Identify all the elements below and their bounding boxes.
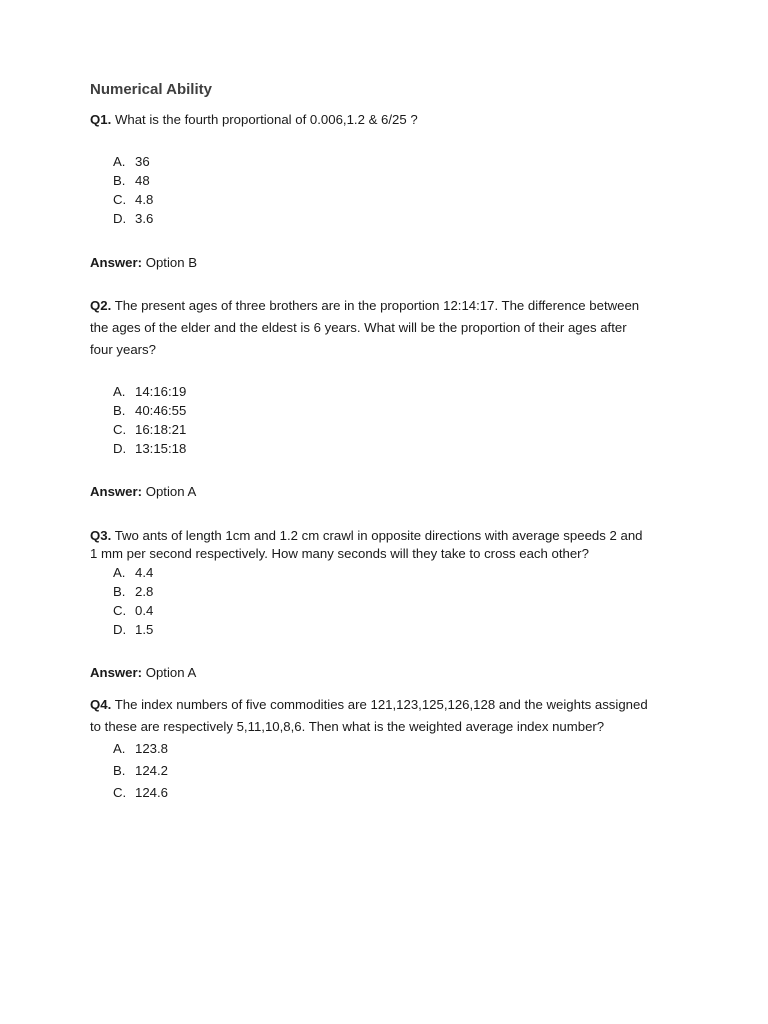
question-2-line-1 bbox=[90, 297, 639, 315]
answer-label: Answer: bbox=[90, 255, 143, 270]
option-letter: A. bbox=[113, 565, 126, 580]
option-text: 4.8 bbox=[135, 192, 154, 207]
option-letter: C. bbox=[113, 785, 127, 800]
option-text: 36 bbox=[135, 154, 150, 169]
option-letter: D. bbox=[113, 622, 127, 637]
option-letter: C. bbox=[113, 422, 127, 437]
option-text: 1.5 bbox=[135, 622, 154, 637]
question-1-line-1 bbox=[90, 111, 418, 129]
question-3-option-d bbox=[113, 621, 153, 639]
question-2-line-2: the ages of the elder and the eldest is 6 years. What will be the proportion of their ages after bbox=[90, 320, 627, 335]
option-letter: B. bbox=[113, 403, 126, 418]
question-3-line-1 bbox=[90, 527, 643, 545]
page-title: Numerical Ability bbox=[90, 81, 212, 98]
question-1-text: What is the fourth proportional of 0.006,1.2 & 6/25 ? bbox=[114, 112, 418, 127]
question-3-text: Two ants of length 1cm and 1.2 cm crawl in opposite directions with average speeds 2 and bbox=[114, 528, 643, 543]
question-3-option-a bbox=[113, 564, 153, 582]
option-letter: B. bbox=[113, 584, 126, 599]
answer-label: Answer: bbox=[90, 665, 143, 680]
question-4-line-2: to these are respectively 5,11,10,8,6. Then what is the weighted average index number? bbox=[90, 719, 605, 734]
question-3-line-2: 1 mm per second respectively. How many seconds will they take to cross each other? bbox=[90, 546, 589, 561]
question-1-number: Q1. bbox=[90, 112, 112, 127]
answer-value: Option A bbox=[145, 484, 197, 499]
question-1-answer bbox=[90, 254, 197, 272]
question-2-number: Q2. bbox=[90, 298, 112, 313]
option-text: 124.2 bbox=[135, 763, 169, 778]
option-letter: C. bbox=[113, 603, 127, 618]
option-letter: A. bbox=[113, 741, 126, 756]
question-2-option-b bbox=[113, 402, 186, 420]
option-letter: B. bbox=[113, 763, 126, 778]
option-letter: C. bbox=[113, 192, 127, 207]
question-2-option-a bbox=[113, 383, 186, 401]
question-1-option-a bbox=[113, 153, 150, 171]
question-4-option-a bbox=[113, 740, 168, 758]
question-4-option-c bbox=[113, 784, 168, 802]
question-3-answer bbox=[90, 664, 196, 682]
answer-value: Option B bbox=[145, 255, 198, 270]
option-letter: A. bbox=[113, 384, 126, 399]
option-text: 48 bbox=[135, 173, 150, 188]
question-4-text: The index numbers of five commodities are 121,123,125,126,128 and the weights assigned bbox=[114, 697, 648, 712]
option-letter: A. bbox=[113, 154, 126, 169]
question-3-option-c bbox=[113, 602, 153, 620]
option-letter: D. bbox=[113, 441, 127, 456]
question-2-option-d bbox=[113, 440, 186, 458]
question-1-option-b bbox=[113, 172, 150, 190]
answer-label: Answer: bbox=[90, 484, 143, 499]
option-text: 124.6 bbox=[135, 785, 169, 800]
option-letter: D. bbox=[113, 211, 127, 226]
option-text: 123.8 bbox=[135, 741, 169, 756]
question-4-number: Q4. bbox=[90, 697, 112, 712]
option-text: 14:16:19 bbox=[135, 384, 187, 399]
question-2-option-c bbox=[113, 421, 186, 439]
question-3-option-b bbox=[113, 583, 153, 601]
option-letter: B. bbox=[113, 173, 126, 188]
question-2-line-3: four years? bbox=[90, 342, 156, 357]
question-3-number: Q3. bbox=[90, 528, 112, 543]
option-text: 2.8 bbox=[135, 584, 154, 599]
question-1-option-d bbox=[113, 210, 153, 228]
option-text: 3.6 bbox=[135, 211, 154, 226]
question-2-answer bbox=[90, 483, 196, 501]
question-1-option-c bbox=[113, 191, 153, 209]
option-text: 40:46:55 bbox=[135, 403, 187, 418]
question-4-option-b bbox=[113, 762, 168, 780]
question-4-line-1 bbox=[90, 696, 648, 714]
question-2-text: The present ages of three brothers are in the proportion 12:14:17. The difference between bbox=[114, 298, 640, 313]
option-text: 16:18:21 bbox=[135, 422, 187, 437]
answer-value: Option A bbox=[145, 665, 197, 680]
option-text: 4.4 bbox=[135, 565, 154, 580]
option-text: 0.4 bbox=[135, 603, 154, 618]
option-text: 13:15:18 bbox=[135, 441, 187, 456]
